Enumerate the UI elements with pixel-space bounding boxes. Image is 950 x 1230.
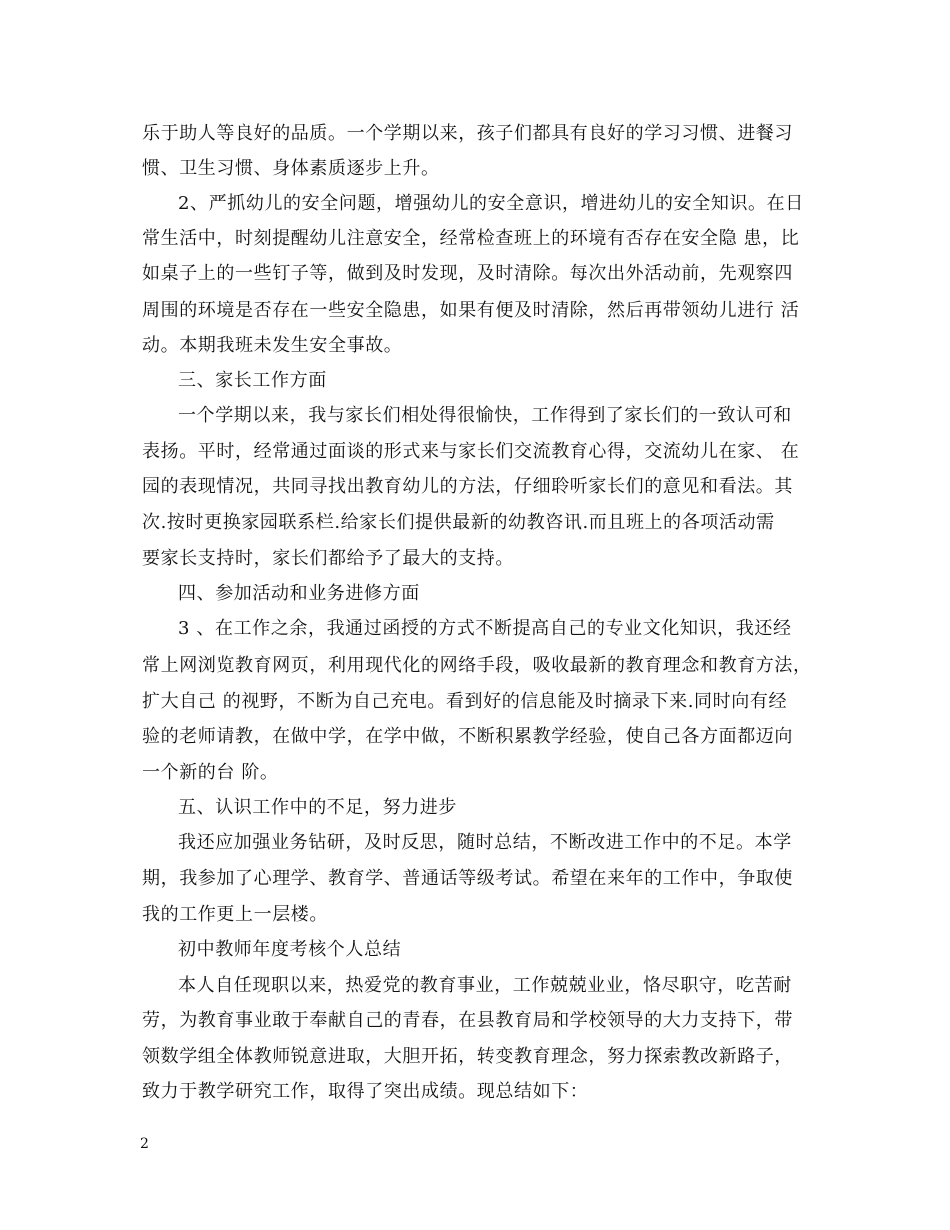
text-line: 惯、卫生习惯、身体素质逐步上升。 (142, 158, 440, 179)
paragraph-start: 2、严抓幼儿的安全问题，增强幼儿的安全意识，增进幼儿的安全知识。在日 (178, 193, 804, 214)
text-line: 园的表现情况，共同寻找出教育幼儿的方法，仔细聆听家长们的意见和看法。其 (142, 476, 793, 497)
paragraph-start: 我还应加强业务钻研，及时反思，随时总结，不断改进工作中的不足。本学 (178, 832, 792, 853)
section-heading: 五、认识工作中的不足，努力进步 (178, 797, 457, 818)
text-line: 劳，为教育事业敢于奉献自己的青春，在县教育局和学校领导的大力支持下，带 (142, 1010, 793, 1031)
text-line: 次.按时更换家园联系栏.给家长们提供最新的幼教咨讯.而且班上的各项活动需 (142, 512, 775, 533)
text-line: 乐于助人等良好的品质。一个学期以来，孩子们都具有良好的学习习惯、进餐习 (142, 123, 793, 144)
text-line: 我的工作更上一层楼。 (142, 904, 328, 925)
text-line: 扩大自己 的视野，不断为自己充电。看到好的信息能及时摘录下来.同时向有经 (142, 691, 788, 712)
section-heading: 三、家长工作方面 (178, 370, 327, 391)
document-title: 初中教师年度考核个人总结 (178, 939, 402, 960)
text-line: 领数学组全体教师锐意进取，大胆开拓，转变教育理念，努力探索教改新路子， (142, 1046, 793, 1067)
paragraph-start: 3 、在工作之余，我通过函授的方式不断提高自己的专业文化知识，我还经 (178, 618, 792, 639)
paragraph-start: 一个学期以来，我与家长们相处得很愉快，工作得到了家长们的一致认可和 (178, 405, 792, 426)
paragraph-start: 本人自任现职以来，热爱党的教育事业，工作兢兢业业，恪尽职守，吃苦耐 (178, 975, 792, 996)
text-line: 如桌子上的一些钉子等，做到及时发现，及时清除。每次出外活动前，先观察四 (142, 263, 793, 284)
text-line: 常生活中，时刻提醒幼儿注意安全，经常检查班上的环境有否存在安全隐 患，比 (142, 228, 800, 249)
text-line: 验的老师请教，在做中学，在学中做，不断积累教学经验，使自己各方面都迈向 (142, 726, 793, 747)
text-line: 周围的环境是否存在一些安全隐患，如果有便及时清除，然后再带领幼儿进行 活 (142, 300, 800, 321)
text-line: 动。本期我班未发生安全事故。 (142, 335, 403, 356)
text-line: 要家长支持时，家长们都给予了最大的支持。 (142, 548, 514, 569)
text-line: 一个新的台 阶。 (142, 762, 279, 783)
text-line: 期，我参加了心理学、教育学、普通话等级考试。希望在来年的工作中，争取使 (142, 868, 793, 889)
text-line: 表扬。平时，经常通过面谈的形式来与家长们交流教育心得，交流幼儿在家、 在 (142, 441, 800, 462)
page-number: 2 (140, 1136, 149, 1152)
text-line: 致力于教学研究工作，取得了突出成绩。现总结如下： (142, 1081, 589, 1102)
section-heading: 四、参加活动和业务进修方面 (178, 583, 420, 604)
text-line: 常上网浏览教育网页，利用现代化的网络手段，吸收最新的教育理念和教育方法， (142, 655, 812, 676)
